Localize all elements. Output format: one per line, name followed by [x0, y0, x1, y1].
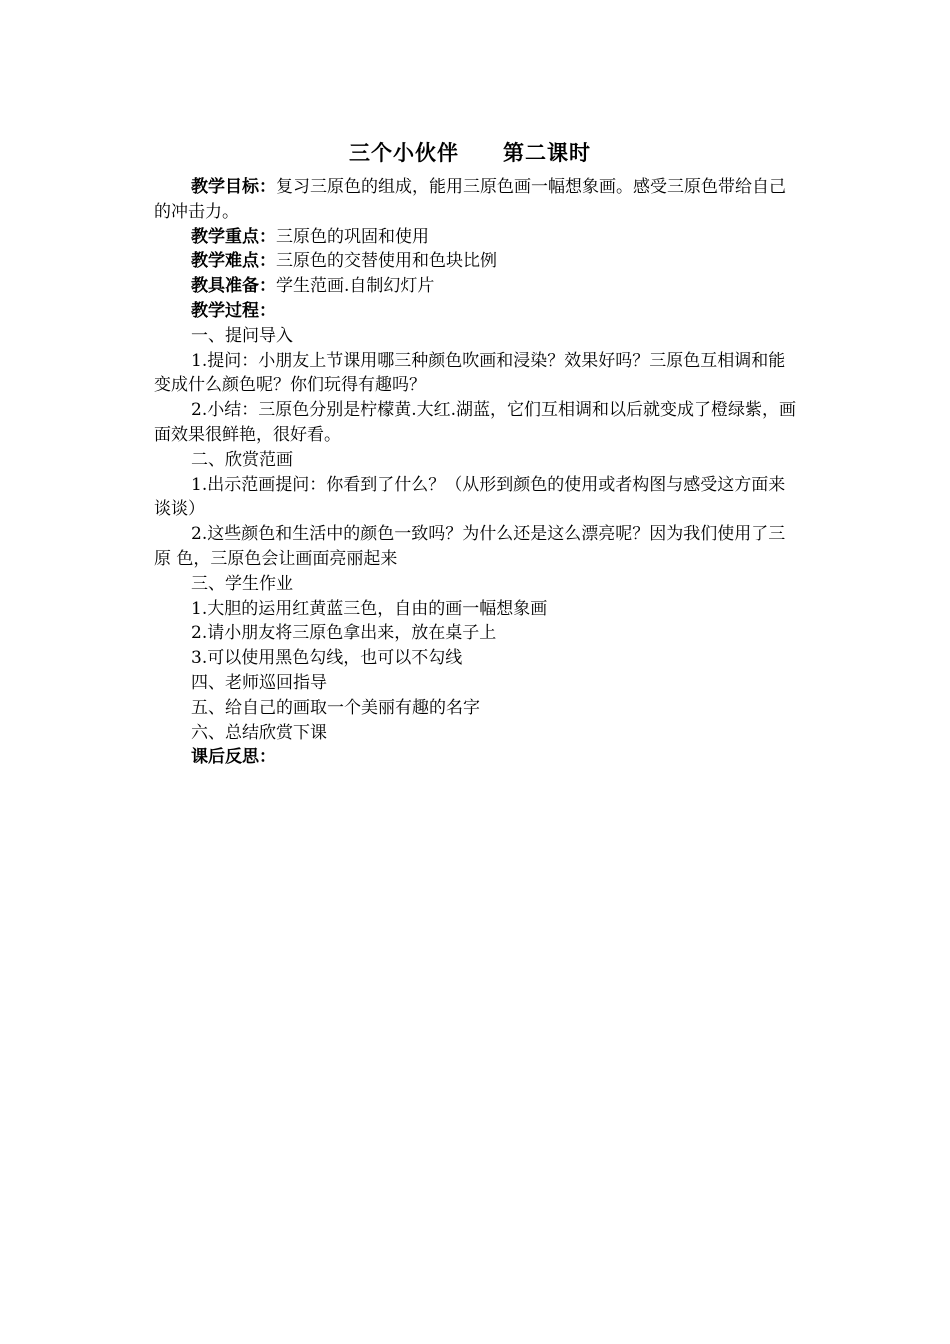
- process-line: 1.大胆的运用红黄蓝三色，自由的画一幅想象画: [191, 598, 548, 619]
- materials-text: 学生范画.自制幻灯片: [276, 276, 435, 297]
- process-line: 二、欣赏范画: [191, 449, 293, 470]
- process-heading: [154, 299, 799, 324]
- reflection-label: 课后反思：: [191, 747, 276, 768]
- difficulty-text: 三原色的交替使用和色块比例: [276, 251, 497, 272]
- process-line: 2.这些颜色和生活中的颜色一致吗？为什么还是这么漂亮呢？因为我们使用了三原 色，三原色会让画面亮丽起来: [154, 524, 786, 569]
- objective-label: 教学目标：: [191, 177, 276, 197]
- focus-label: 教学重点：: [191, 226, 276, 247]
- document-title: 三个小伙伴 第二课时: [349, 141, 591, 165]
- process-line: 三、学生作业: [191, 573, 293, 594]
- process-line: 3.可以使用黑色勾线，也可以不勾线: [191, 648, 463, 669]
- process-line: 四、老师巡回指导: [191, 672, 327, 693]
- document-body: [154, 175, 799, 770]
- process-line: 一、提问导入: [191, 325, 293, 346]
- reflection-heading: [154, 745, 799, 770]
- process-line: 2.小结：三原色分别是柠檬黄.大红.湖蓝，它们互相调和以后就变成了橙绿紫，画面效果很鲜艳，很好看。: [154, 400, 797, 445]
- process-line: 2.请小朋友将三原色拿出来，放在桌子上: [191, 623, 497, 644]
- process-line: 五、给自己的画取一个美丽有趣的名字: [191, 697, 480, 718]
- difficulty-label: 教学难点：: [191, 251, 276, 272]
- objective-text: 复习三原色的组成，能用三原色画一幅想象画。感受三原色带给自己的冲击力。: [154, 177, 786, 222]
- materials-label: 教具准备：: [191, 276, 276, 297]
- process-line: 六、总结欣赏下课: [191, 722, 327, 743]
- process-line: 1.提问：小朋友上节课用哪三种颜色吹画和浸染？效果好吗？三原色互相调和能变成什么颜色呢？你们玩得有趣吗？: [154, 350, 786, 396]
- focus-text: 三原色的巩固和使用: [276, 226, 429, 247]
- process-label: 教学过程：: [191, 300, 276, 321]
- process-line: 1.出示范画提问：你看到了什么？（从形到颜色的使用或者构图与感受这方面来谈谈）: [154, 474, 786, 520]
- teaching-difficulty: [154, 249, 799, 274]
- teaching-focus: [154, 225, 799, 250]
- teaching-materials: [154, 274, 799, 299]
- teaching-objective: [154, 175, 799, 225]
